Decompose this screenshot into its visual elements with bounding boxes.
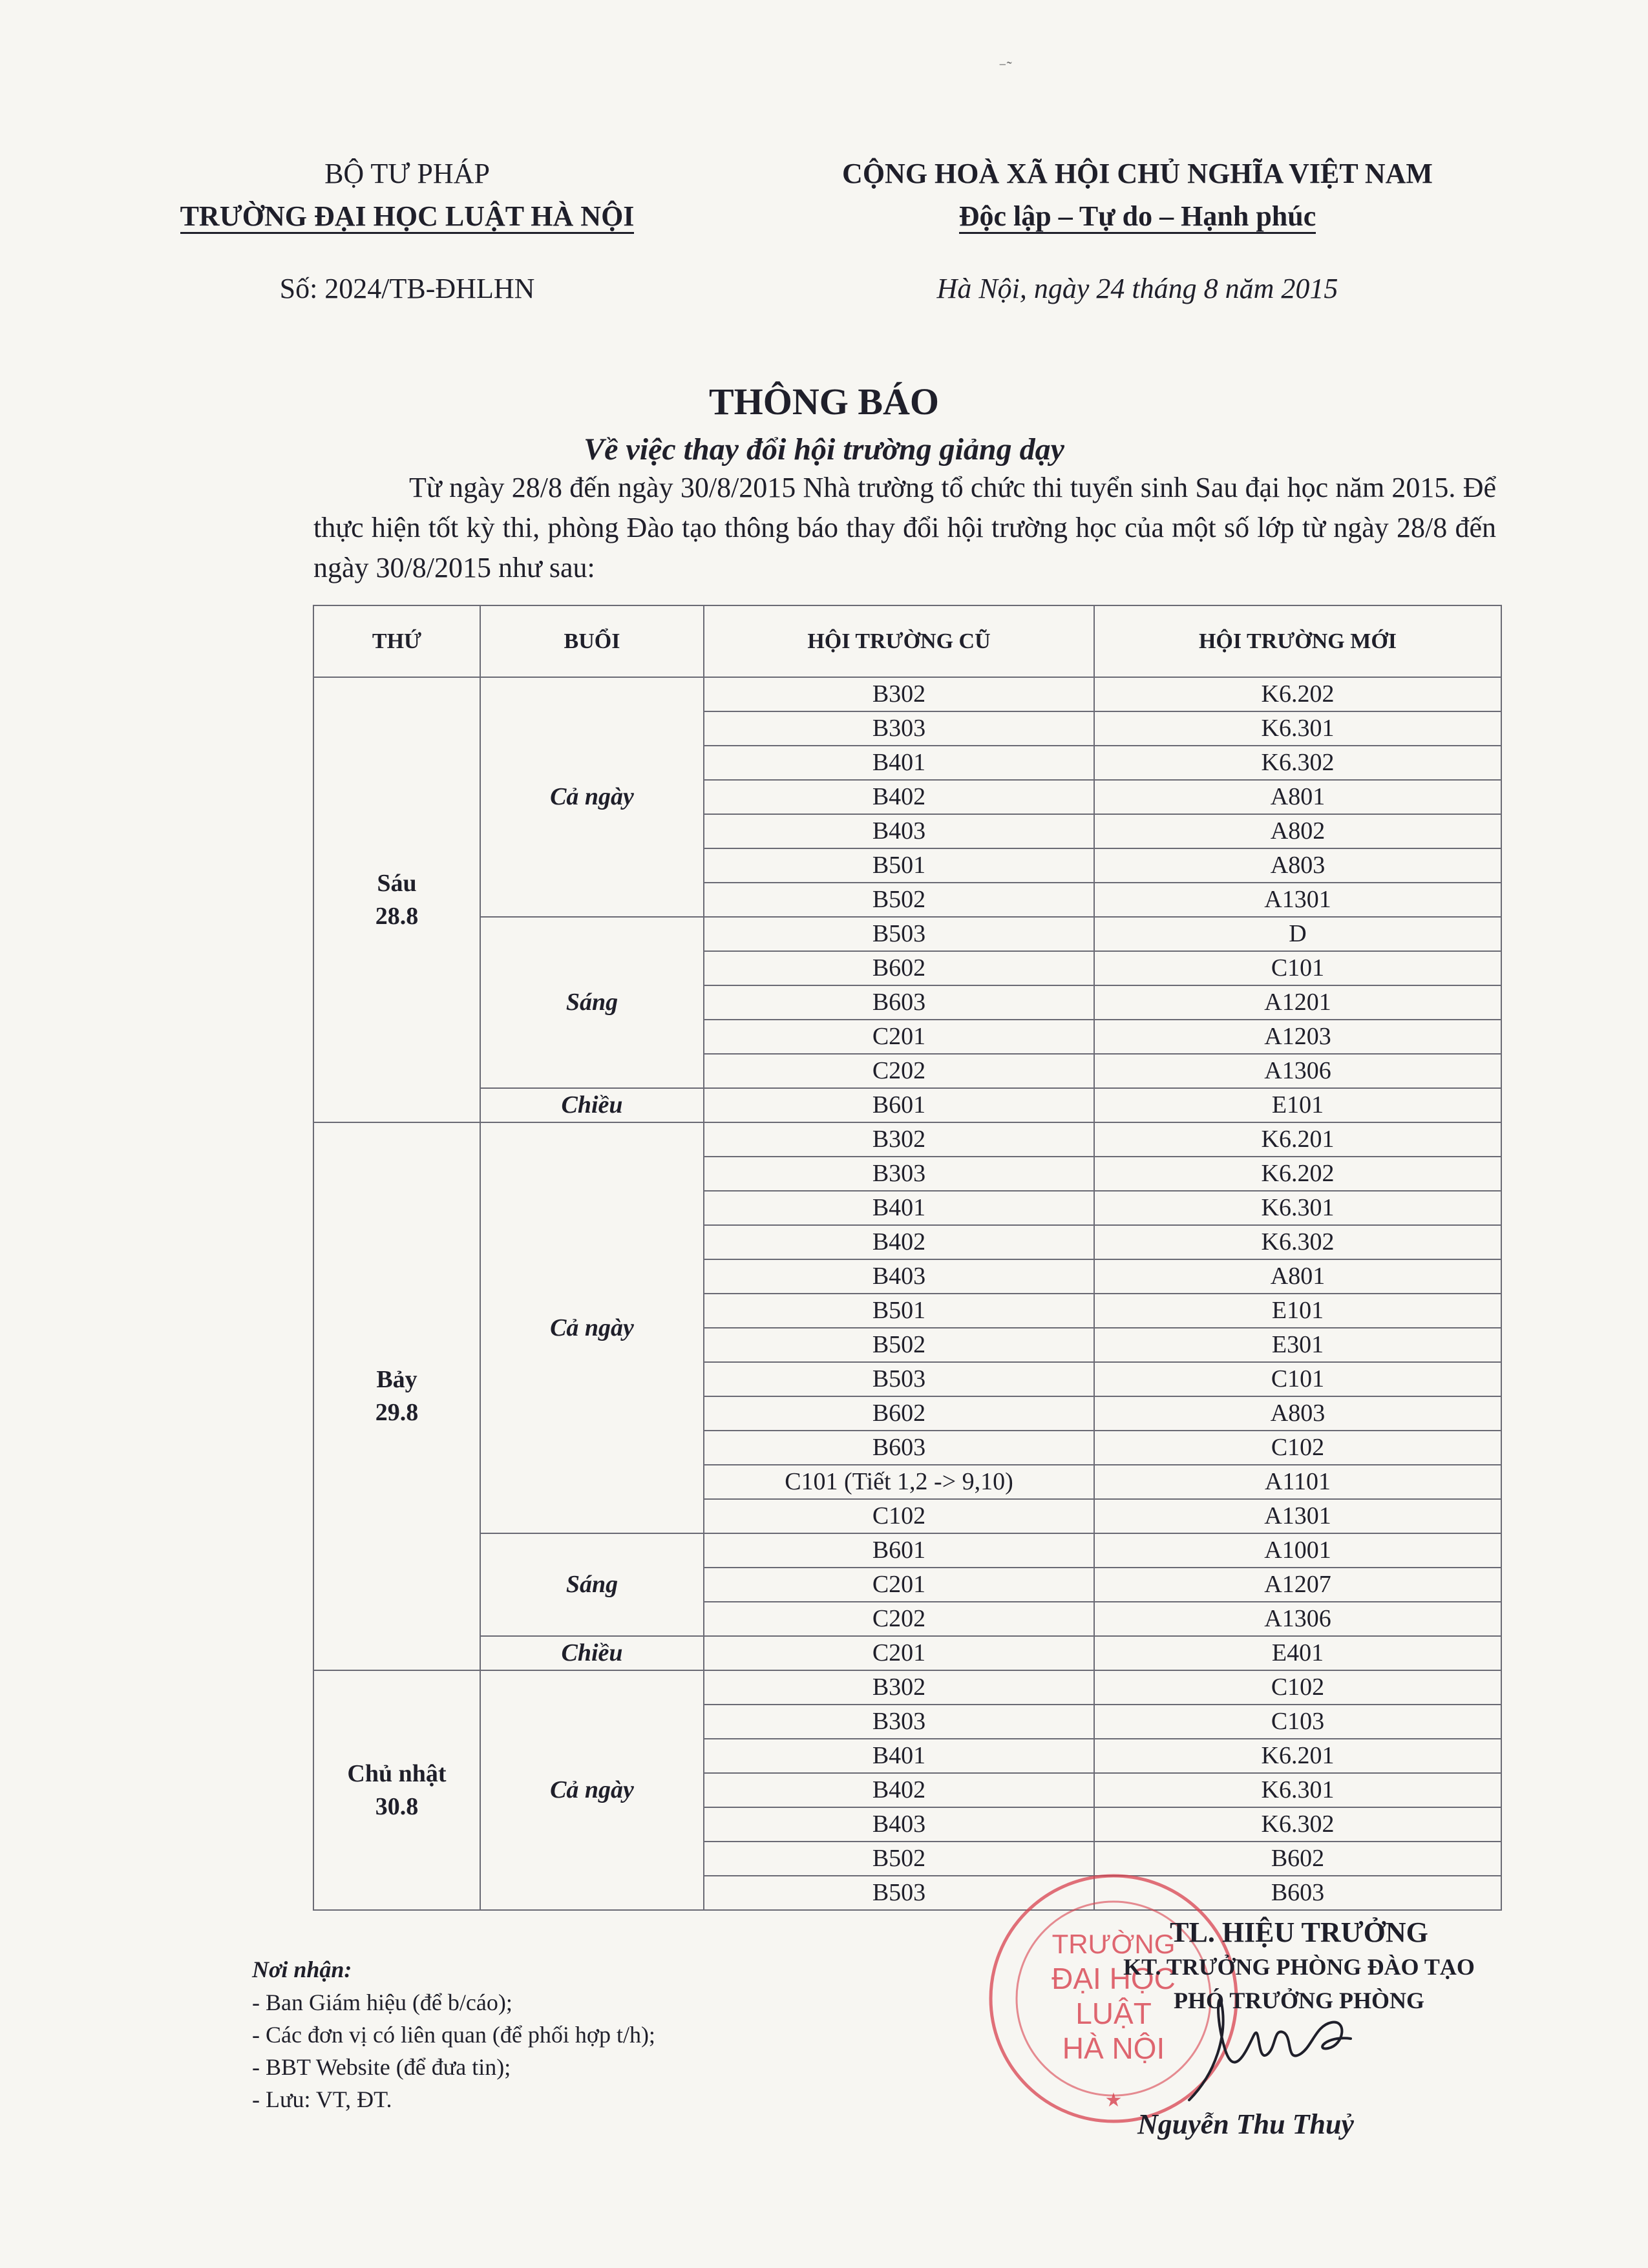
old-hall-cell: C202 xyxy=(704,1602,1094,1636)
new-hall-cell: A1306 xyxy=(1094,1054,1501,1088)
header-day: THỨ xyxy=(313,605,480,677)
new-hall-cell: A1101 xyxy=(1094,1465,1501,1499)
signer-position: PHÓ TRƯỞNG PHÒNG xyxy=(1173,1988,1424,2013)
new-hall-cell: C101 xyxy=(1094,1362,1501,1396)
session-cell: Cả ngày xyxy=(480,1122,704,1533)
table-row xyxy=(313,1088,1501,1122)
old-hall-cell: C202 xyxy=(704,1054,1094,1088)
stamp-line-2: ĐẠI HỌC xyxy=(1051,1962,1176,1995)
document-subtitle: Về việc thay đổi hội trường giảng dạy xyxy=(584,432,1064,467)
new-hall-cell: A1203 xyxy=(1094,1020,1501,1054)
old-hall-cell: C101 (Tiết 1,2 -> 9,10) xyxy=(704,1465,1094,1499)
old-hall-cell: B403 xyxy=(704,814,1094,848)
stamp-line-1: TRƯỜNG xyxy=(1051,1929,1176,1959)
old-hall-cell: B502 xyxy=(704,1842,1094,1876)
stamp-line-3: LUẬT xyxy=(1075,1997,1152,2030)
new-hall-cell: K6.202 xyxy=(1094,1157,1501,1191)
old-hall-cell: B402 xyxy=(704,1773,1094,1807)
new-hall-cell: A802 xyxy=(1094,814,1501,848)
new-hall-cell: E301 xyxy=(1094,1328,1501,1362)
new-hall-cell: A1001 xyxy=(1094,1533,1501,1568)
day-date: 28.8 xyxy=(375,902,419,930)
old-hall-cell: B602 xyxy=(704,1396,1094,1431)
session-cell: Cả ngày xyxy=(480,677,704,917)
day-name: Bảy xyxy=(376,1366,417,1393)
old-hall-cell: B602 xyxy=(704,951,1094,985)
new-hall-cell: A803 xyxy=(1094,1396,1501,1431)
old-hall-cell: B603 xyxy=(704,1431,1094,1465)
table-row xyxy=(313,677,1501,711)
old-hall-cell: B502 xyxy=(704,883,1094,917)
session-cell: Chiều xyxy=(480,1636,704,1670)
recipient-item: - BBT Website (để đưa tin); xyxy=(252,2054,511,2080)
old-hall-cell: B501 xyxy=(704,848,1094,883)
old-hall-cell: B303 xyxy=(704,1705,1094,1739)
old-hall-cell: C102 xyxy=(704,1499,1094,1533)
national-heading-block xyxy=(795,152,1480,310)
day-name: Chủ nhật xyxy=(347,1759,447,1787)
issuer-block xyxy=(149,152,666,310)
old-hall-cell: B502 xyxy=(704,1328,1094,1362)
session-cell: Cả ngày xyxy=(480,1670,704,1910)
old-hall-cell: B302 xyxy=(704,1670,1094,1705)
old-hall-cell: B303 xyxy=(704,711,1094,746)
new-hall-cell: E101 xyxy=(1094,1088,1501,1122)
old-hall-cell: C201 xyxy=(704,1636,1094,1670)
stamp-line-4: HÀ NỘI xyxy=(1062,2032,1165,2065)
old-hall-cell: B402 xyxy=(704,1225,1094,1259)
scan-mark: ⁻˜ xyxy=(998,59,1012,76)
session-cell: Sáng xyxy=(480,917,704,1088)
new-hall-cell: E101 xyxy=(1094,1294,1501,1328)
day-cell xyxy=(313,677,480,1122)
table-row xyxy=(313,1636,1501,1670)
old-hall-cell: B402 xyxy=(704,780,1094,814)
new-hall-cell: K6.301 xyxy=(1094,1773,1501,1807)
old-hall-cell: B401 xyxy=(704,1739,1094,1773)
recipients-title: Nơi nhận: xyxy=(252,1957,352,1982)
day-date: 30.8 xyxy=(375,1792,419,1820)
old-hall-cell: B503 xyxy=(704,917,1094,951)
schedule-table xyxy=(313,605,1502,1911)
old-hall-cell: B403 xyxy=(704,1259,1094,1294)
new-hall-cell: K6.301 xyxy=(1094,711,1501,746)
new-hall-cell: D xyxy=(1094,917,1501,951)
new-hall-cell: A1306 xyxy=(1094,1602,1501,1636)
old-hall-cell: B501 xyxy=(704,1294,1094,1328)
new-hall-cell: B602 xyxy=(1094,1842,1501,1876)
old-hall-cell: B503 xyxy=(704,1362,1094,1396)
new-hall-cell: A1301 xyxy=(1094,883,1501,917)
recipient-item: - Các đơn vị có liên quan (để phối hợp t/h); xyxy=(252,2022,655,2048)
country-name: CỘNG HOÀ XÃ HỘI CHỦ NGHĨA VIỆT NAM xyxy=(842,158,1433,189)
header-session: BUỔI xyxy=(480,605,704,677)
old-hall-cell: C201 xyxy=(704,1020,1094,1054)
signer-department: KT. TRƯỞNG PHÒNG ĐÀO TẠO xyxy=(1123,1954,1475,1980)
intro-paragraph: Từ ngày 28/8 đến ngày 30/8/2015 Nhà trường tổ chức thi tuyển sinh Sau đại học năm 2015. Để thực hiện tốt kỳ thi, phòng Đào tạo thông báo thay đổi hội trường học của một số lớp từ ngày 28/8 đến ngày 30/8/2015 như sau: xyxy=(313,472,1496,583)
old-hall-cell: B603 xyxy=(704,985,1094,1020)
old-hall-cell: B403 xyxy=(704,1807,1094,1842)
new-hall-cell: K6.201 xyxy=(1094,1122,1501,1157)
new-hall-cell: A1301 xyxy=(1094,1499,1501,1533)
new-hall-cell: C101 xyxy=(1094,951,1501,985)
new-hall-cell: A803 xyxy=(1094,848,1501,883)
ministry-name: BỘ TƯ PHÁP xyxy=(324,158,490,189)
schedule-body xyxy=(313,677,1501,1910)
recipients-block xyxy=(252,1953,655,2116)
new-hall-cell: C102 xyxy=(1094,1431,1501,1465)
new-hall-cell: A801 xyxy=(1094,1259,1501,1294)
new-hall-cell: A801 xyxy=(1094,780,1501,814)
header-new-hall: HỘI TRƯỜNG MỚI xyxy=(1094,605,1501,677)
table-header-row xyxy=(313,605,1501,677)
table-row xyxy=(313,1533,1501,1568)
new-hall-cell: K6.201 xyxy=(1094,1739,1501,1773)
old-hall-cell: B401 xyxy=(704,746,1094,780)
day-cell xyxy=(313,1122,480,1670)
place-and-date: Hà Nội, ngày 24 tháng 8 năm 2015 xyxy=(936,273,1338,304)
stamp-star-icon: ★ xyxy=(1104,2090,1123,2111)
session-cell: Sáng xyxy=(480,1533,704,1636)
old-hall-cell: B503 xyxy=(704,1876,1094,1910)
old-hall-cell: B303 xyxy=(704,1157,1094,1191)
header-old-hall: HỘI TRƯỜNG CŨ xyxy=(704,605,1094,677)
recipient-item: - Lưu: VT, ĐT. xyxy=(252,2086,392,2112)
old-hall-cell: B401 xyxy=(704,1191,1094,1225)
day-name: Sáu xyxy=(377,869,417,897)
new-hall-cell: C103 xyxy=(1094,1705,1501,1739)
signer-authority: TL. HIỆU TRƯỞNG xyxy=(1170,1916,1428,1948)
old-hall-cell: B601 xyxy=(704,1533,1094,1568)
new-hall-cell: K6.302 xyxy=(1094,1807,1501,1842)
document-number: Số: 2024/TB-ĐHLHN xyxy=(279,273,535,304)
old-hall-cell: B302 xyxy=(704,677,1094,711)
new-hall-cell: B603 xyxy=(1094,1876,1501,1910)
new-hall-cell: E401 xyxy=(1094,1636,1501,1670)
document-title: THÔNG BÁO xyxy=(708,381,940,423)
day-cell xyxy=(313,1670,480,1910)
old-hall-cell: B601 xyxy=(704,1088,1094,1122)
table-row xyxy=(313,1670,1501,1705)
table-row xyxy=(313,1122,1501,1157)
new-hall-cell: C102 xyxy=(1094,1670,1501,1705)
school-name: TRƯỜNG ĐẠI HỌC LUẬT HÀ NỘI xyxy=(180,201,635,234)
new-hall-cell: A1207 xyxy=(1094,1568,1501,1602)
national-motto: Độc lập – Tự do – Hạnh phúc xyxy=(959,201,1316,234)
day-date: 29.8 xyxy=(375,1399,419,1426)
old-hall-cell: C201 xyxy=(704,1568,1094,1602)
new-hall-cell: K6.302 xyxy=(1094,746,1501,780)
new-hall-cell: K6.302 xyxy=(1094,1225,1501,1259)
table-row xyxy=(313,917,1501,951)
new-hall-cell: A1201 xyxy=(1094,985,1501,1020)
handwritten-signature xyxy=(1176,1977,1370,2113)
signer-name: Nguyễn Thu Thuỷ xyxy=(1137,2108,1354,2140)
recipient-item: - Ban Giám hiệu (để b/cáo); xyxy=(252,1990,512,2015)
old-hall-cell: B302 xyxy=(704,1122,1094,1157)
session-cell: Chiều xyxy=(480,1088,704,1122)
new-hall-cell: K6.202 xyxy=(1094,677,1501,711)
new-hall-cell: K6.301 xyxy=(1094,1191,1501,1225)
